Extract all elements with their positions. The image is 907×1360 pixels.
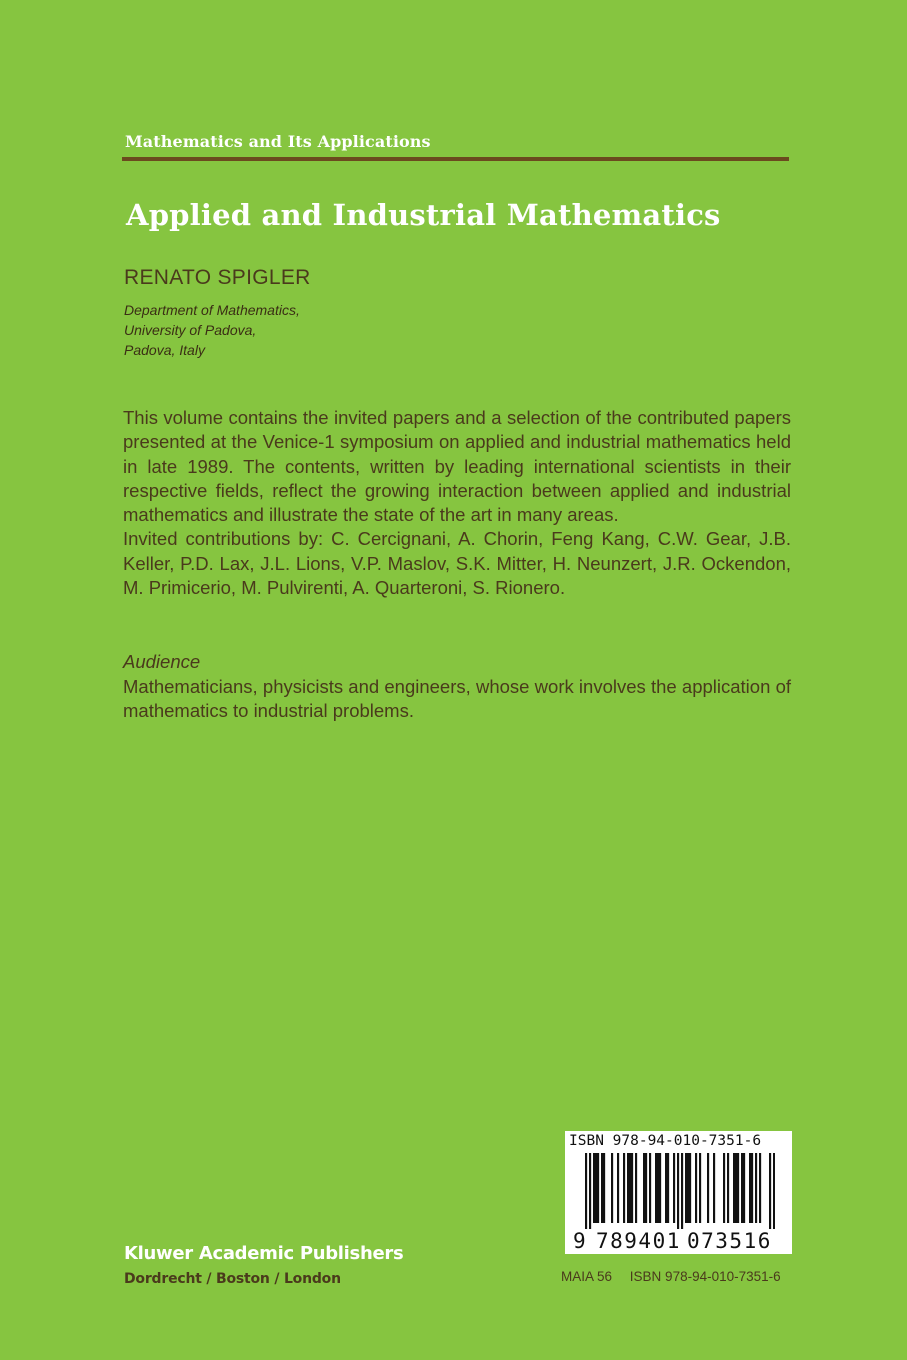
barcode-bar	[645, 1153, 647, 1223]
header-rule	[122, 157, 789, 161]
barcode-bar	[689, 1153, 691, 1223]
audience-text: Mathematicians, physicists and engineers, whose work involves the application of mathematics to industrial problems.	[123, 676, 791, 722]
affiliation-line: Department of Mathematics,	[124, 302, 300, 318]
barcode-bar	[737, 1153, 739, 1223]
barcode-bar	[585, 1153, 587, 1229]
author-name: RENATO SPIGLER	[124, 266, 311, 289]
affiliation-line: Padova, Italy	[124, 342, 205, 358]
barcode-bar	[727, 1153, 729, 1223]
barcode-bar	[667, 1153, 669, 1223]
barcode-bar	[733, 1153, 735, 1223]
barcode-bar	[695, 1153, 697, 1223]
barcode-bar	[595, 1153, 597, 1223]
barcode-bar	[589, 1153, 591, 1229]
barcode-bar	[673, 1153, 675, 1223]
barcode-bar	[755, 1153, 757, 1223]
barcode-bar	[593, 1153, 595, 1223]
barcode-bar	[685, 1153, 687, 1223]
series-title: Mathematics and Its Applications	[125, 132, 431, 151]
book-codes	[561, 1269, 781, 1284]
barcode-bar	[643, 1153, 645, 1223]
barcode-bar	[741, 1153, 743, 1223]
barcode-bar	[735, 1153, 737, 1223]
book-description	[123, 406, 791, 600]
barcode-bar	[707, 1153, 709, 1223]
author-affiliation	[124, 300, 300, 360]
book-title: Applied and Industrial Mathematics	[126, 198, 721, 232]
barcode-bar	[751, 1153, 753, 1223]
barcode-bar	[649, 1153, 651, 1223]
barcode-bar	[681, 1153, 683, 1229]
contributors-paragraph: Invited contributions by: C. Cercignani, A. Chorin, Feng Kang, C.W. Gear, J.B. Keller, P.D. Lax, J.L. Lions, V.P. Maslov, S.K. Mitter, H. Neunzert, J.R. Ockendon, M. Primicerio, M. Pulvirenti, A. Quarteroni, S. Rionero.	[123, 528, 791, 599]
barcode-bar	[769, 1153, 771, 1229]
barcode-digits-left: 789401	[596, 1229, 681, 1253]
barcode-bar	[749, 1153, 751, 1223]
audience-label: Audience	[123, 651, 201, 672]
barcode-bar	[659, 1153, 661, 1223]
series-code: MAIA 56	[561, 1269, 613, 1284]
barcode-bars-icon	[585, 1153, 775, 1229]
barcode-bar	[687, 1153, 689, 1223]
barcode-bar	[713, 1153, 715, 1223]
description-paragraph: This volume contains the invited papers and a selection of the contributed papers presented at the Venice-1 symposium on applied and industrial mathematics held in late 1989. The contents, written by leading international scientists in their respective fields, reflect the growing interaction between applied and industrial mathematics and illustrate the state of the art in many areas.	[123, 407, 791, 526]
barcode-bar	[629, 1153, 631, 1223]
barcode-bar	[627, 1153, 629, 1223]
barcode-bar	[597, 1153, 599, 1223]
barcode-bar	[603, 1153, 605, 1223]
barcode-bar	[631, 1153, 633, 1223]
barcode-bar	[617, 1153, 619, 1223]
barcode-bar	[743, 1153, 745, 1223]
barcode-bar	[759, 1153, 761, 1223]
barcode	[565, 1131, 792, 1254]
barcode-bar	[611, 1153, 613, 1223]
barcode-isbn-label: ISBN 978-94-010-7351-6	[569, 1133, 762, 1149]
affiliation-line: University of Padova,	[124, 322, 257, 338]
barcode-digits-right: 073516	[687, 1229, 772, 1253]
publisher-cities: Dordrecht / Boston / London	[124, 1271, 341, 1287]
barcode-bar	[601, 1153, 603, 1223]
isbn-code: ISBN 978-94-010-7351-6	[629, 1269, 781, 1284]
barcode-bar	[665, 1153, 667, 1223]
barcode-bar	[723, 1153, 725, 1223]
barcode-digit-first: 9	[573, 1229, 586, 1253]
barcode-bar	[623, 1153, 625, 1223]
barcode-bar	[773, 1153, 775, 1229]
publisher-name: Kluwer Academic Publishers	[124, 1243, 404, 1264]
barcode-bar	[677, 1153, 679, 1229]
barcode-bar	[655, 1153, 657, 1223]
barcode-bar	[699, 1153, 701, 1223]
barcode-bar	[657, 1153, 659, 1223]
barcode-bar	[635, 1153, 637, 1223]
